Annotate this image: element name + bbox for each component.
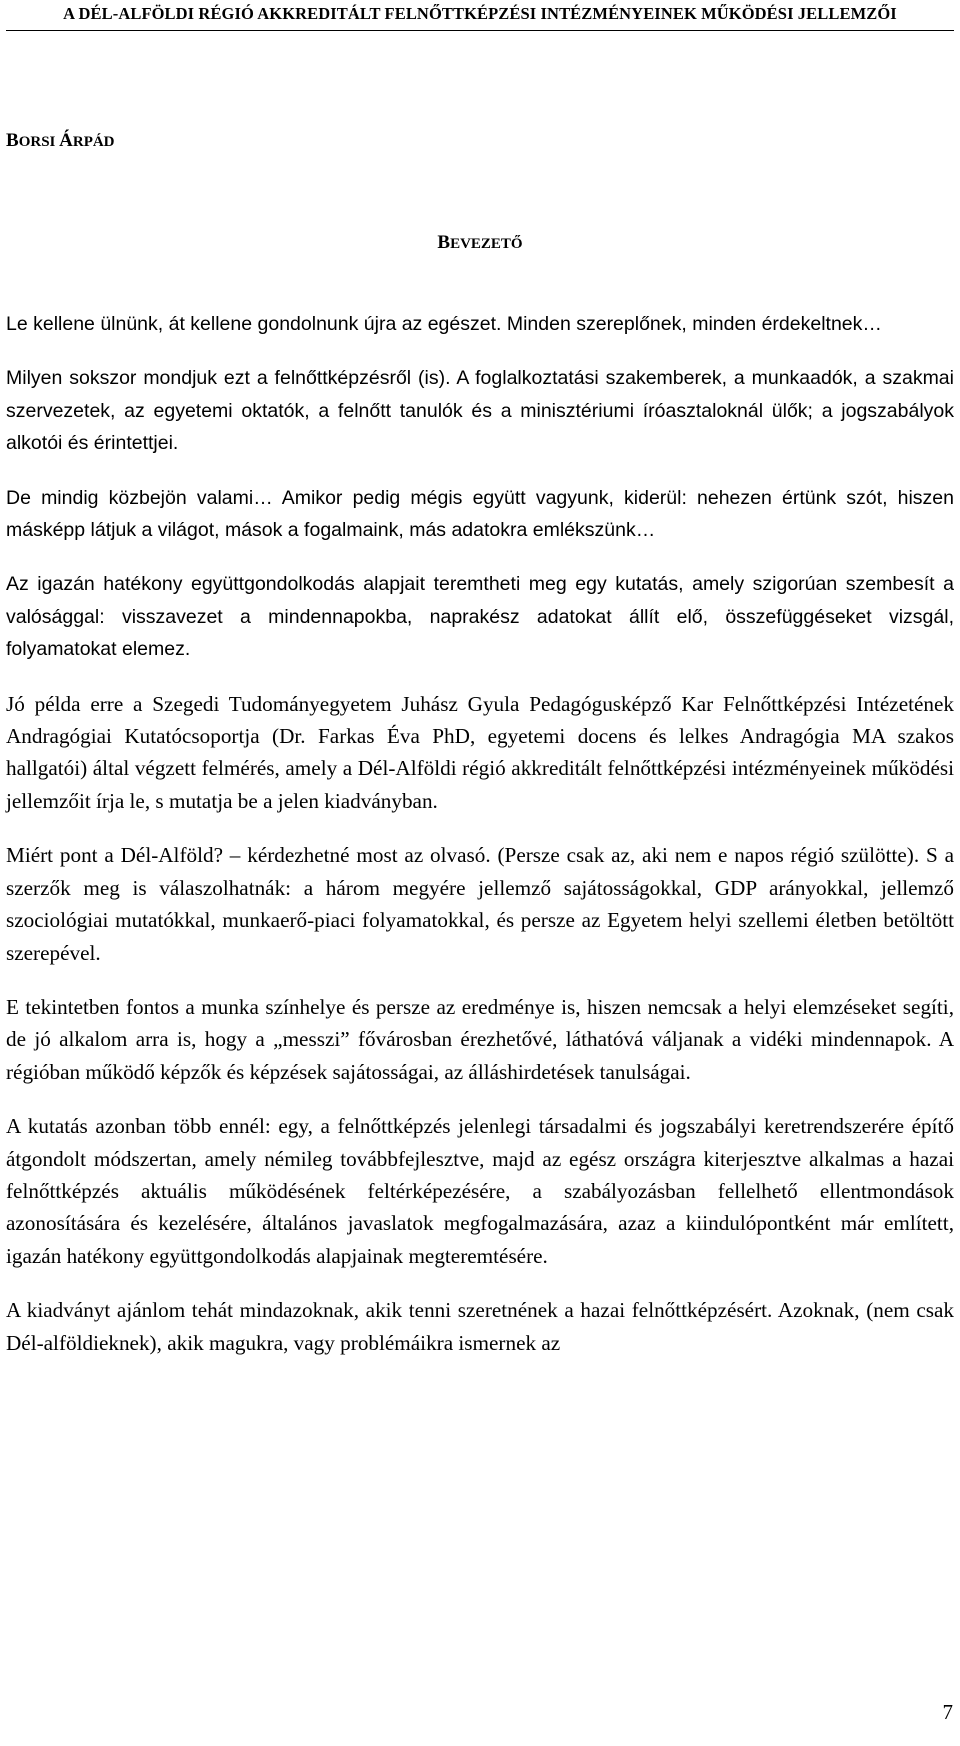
- paragraph: Miért pont a Dél-Alföld? – kérdezhetné most az olvasó. (Persze csak az, aki nem e napos régió szülötte). S a szerzők meg is válaszolhatnák: a három megyére jellemző sajátosságokkal, GDP arányokkal, jellemző szociológiai mutatókkal, munkaerő-piaci folyamatokkal, és persze az Egyetem helyi szellemi életben betöltött szerepével.: [6, 843, 954, 965]
- paragraph: Az igazán hatékony együttgondolkodás alapjait teremtheti meg egy kutatás, amely szigorúan szembesít a valósággal: visszavezet a mindennapokba, naprakész adatokat állít elő, összefüggéseket vizsgál, folyamatokat elemez.: [6, 573, 954, 661]
- paragraph: A kutatás azonban több ennél: egy, a felnőttképzés jelenlegi társadalmi és jogszabályi keretrendszerére építő átgondolt módszertan, amely némileg továbbfejlesztve, majd az egész országra kiterjesztve alkalmas a hazai felnőttképzés aktuális működésének feltérképezésére, a szabályozásban fellelhető ellentmondások azonosítására és kezelésére, általános javaslatok megfogalmazására, azaz a kiindulópontként már említett, igazán hatékony együttgondolkodás alapjainak megteremtésére.: [6, 1114, 954, 1268]
- paragraph: De mindig közbejön valami… Amikor pedig mégis együtt vagyunk, kiderül: nehezen értünk szót, hiszen másképp látjuk a világot, mások a fogalmaink, más adatokra emlékszünk…: [6, 486, 954, 542]
- author-second-rest: RPÁD: [72, 134, 115, 150]
- author-initial: B: [6, 130, 19, 151]
- section-title: [0, 232, 960, 254]
- page-number: 7: [942, 1700, 953, 1724]
- paragraph: Milyen sokszor mondjuk ezt a felnőttképzésről (is). A foglalkoztatási szakemberek, a munkaadók, a szakmai szervezetek, az egyetemi oktatók, a felnőtt tanulók és a minisztériumi íróasztaloknál ülők; a jogszabályok alkotói és érintettjei.: [6, 367, 954, 455]
- section-title-initial: B: [437, 232, 451, 253]
- paragraph: Jó példa erre a Szegedi Tudományegyetem Juhász Gyula Pedagógusképző Kar Felnőttképzési Intézetének Andragógiai Kutatócsoportja (Dr. Farkas Éva PhD, egyetemi docens és lelkes Andragógia MA szakos hallgatói) által végzett felmérés, amely a Dél-Alföldi régió akkreditált felnőttképzési intézményeinek működési jellemzőit írja le, s mutatja be a jelen kiadványban.: [6, 691, 954, 813]
- header-rule: [6, 30, 954, 31]
- author-second-initial: Á: [59, 130, 73, 151]
- paragraph: Le kellene ülnünk, át kellene gondolnunk újra az egészet. Minden szereplőnek, minden érdekeltnek…: [6, 313, 882, 335]
- running-header: A DÉL-ALFÖLDI RÉGIÓ AKKREDITÁLT FELNŐTTKÉPZÉSI INTÉZMÉNYEINEK MŰKÖDÉSI JELLEMZŐI: [63, 4, 897, 23]
- paragraph: A kiadványt ajánlom tehát mindazoknak, akik tenni szeretnének a hazai felnőttképzésért. Azoknak, (nem csak Dél-alföldieknek), akik magukra, vagy problémáikra ismernek az: [6, 1298, 954, 1355]
- body-text: [6, 308, 954, 1381]
- author-name: [6, 130, 115, 152]
- author-first-rest: ORSI: [18, 134, 60, 150]
- section-title-rest: EVEZETŐ: [450, 236, 523, 252]
- paragraph: E tekintetben fontos a munka színhelye és persze az eredménye is, hiszen nemcsak a helyi elemzéseket segíti, de jó alkalom arra is, hogy a „messzi” fővárosban érezhetővé, láthatóvá váljanak a vidéki mindennapok. A régióban működő képzők és képzések sajátosságai, az álláshirdetések tanulságai.: [6, 994, 954, 1084]
